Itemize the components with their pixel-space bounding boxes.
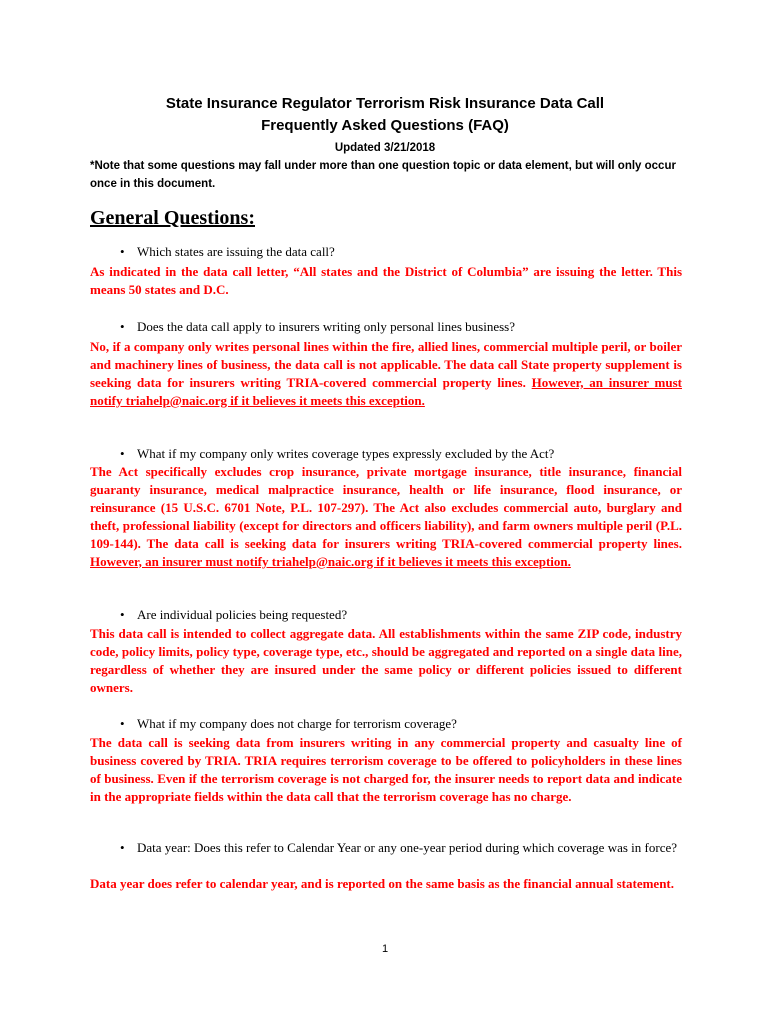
- faq-answer: [90, 734, 682, 806]
- question-text: Data year: Does this refer to Calendar Year or any one-year period during which coverage was in force?: [137, 840, 678, 855]
- page-number: 1: [381, 943, 389, 955]
- faq-answer: [90, 625, 682, 697]
- faq-question: [120, 445, 695, 463]
- faq-question: [120, 839, 695, 857]
- faq-question: [120, 606, 695, 624]
- question-text: What if my company only writes coverage types expressly excluded by the Act?: [137, 446, 555, 461]
- question-text: Are individual policies being requested?: [137, 607, 348, 622]
- faq-answer: [90, 263, 682, 299]
- document-title-line-2: Frequently Asked Questions (FAQ): [261, 117, 509, 134]
- bullet-icon: •: [120, 446, 125, 461]
- faq-answer: [90, 338, 682, 410]
- bullet-icon: •: [120, 607, 125, 622]
- document-note: *Note that some questions may fall under more than one question topic or data element, but will only occur once in this document.: [90, 160, 676, 190]
- answer-text: This data call is intended to collect aggregate data. All establishments within the same ZIP code, industry code, policy limits, policy type, coverage type, etc., should be aggregated and reported on a single data line, regardless of whether they are insured under the same policy or different policies issued to different owners.: [90, 626, 682, 695]
- bullet-icon: •: [120, 244, 125, 259]
- answer-text: As indicated in the data call letter, “All states and the District of Columbia” are issuing the letter. This means 50 states and D.C.: [90, 264, 682, 297]
- faq-question: [120, 318, 695, 336]
- question-text: Which states are issuing the data call?: [137, 244, 335, 259]
- question-text: Does the data call apply to insurers writing only personal lines business?: [137, 319, 516, 334]
- answer-underlined-text: However, an insurer must notify triahelp@naic.org if it believes it meets this exception.: [90, 374, 682, 408]
- question-text: What if my company does not charge for terrorism coverage?: [137, 716, 457, 731]
- section-heading: General Questions:: [90, 207, 255, 229]
- answer-text: Data year does refer to calendar year, and is reported on the same basis as the financial annual statement.: [90, 876, 675, 891]
- faq-answer: [90, 875, 682, 893]
- answer-text: The data call is seeking data from insurers writing in any commercial property and casualty line of business covered by TRIA. TRIA requires terrorism coverage to be offered to policyholders in these lines of business. Even if the terrorism coverage is not charged for, the insurer needs to report data and indicate in the appropriate fields within the data call that the terrorism coverage has no charge.: [90, 735, 682, 804]
- faq-answer: [90, 463, 682, 570]
- bullet-icon: •: [120, 319, 125, 334]
- updated-date: Updated 3/21/2018: [334, 142, 436, 154]
- bullet-icon: •: [120, 840, 125, 855]
- answer-text: No, if a company only writes personal lines within the fire, allied lines, commercial multiple peril, or boiler and machinery lines of business, the data call is not applicable. The data call State property supplement is seeking data for insurers writing TRIA-covered commercial property lines.: [90, 339, 682, 390]
- faq-question: [120, 243, 695, 261]
- answer-text: The Act specifically excludes crop insurance, private mortgage insurance, title insurance, financial guaranty insurance, medical malpractice insurance, health or life insurance, flood insurance, or reinsurance (15 U.S.C. 6701 Note, P.L. 107-297). The Act also excludes commercial auto, burglary and theft, professional liability (except for directors and officers liability), and farm owners multiple peril (P.L. 109-144). The data call is seeking data for insurers writing TRIA-covered commercial property lines.: [90, 464, 682, 551]
- faq-question: [120, 715, 695, 733]
- document-title-line-1: State Insurance Regulator Terrorism Risk Insurance Data Call: [165, 95, 605, 112]
- answer-underlined-text: However, an insurer must notify triahelp@naic.org if it believes it meets this exception.: [90, 553, 571, 569]
- bullet-icon: •: [120, 716, 125, 731]
